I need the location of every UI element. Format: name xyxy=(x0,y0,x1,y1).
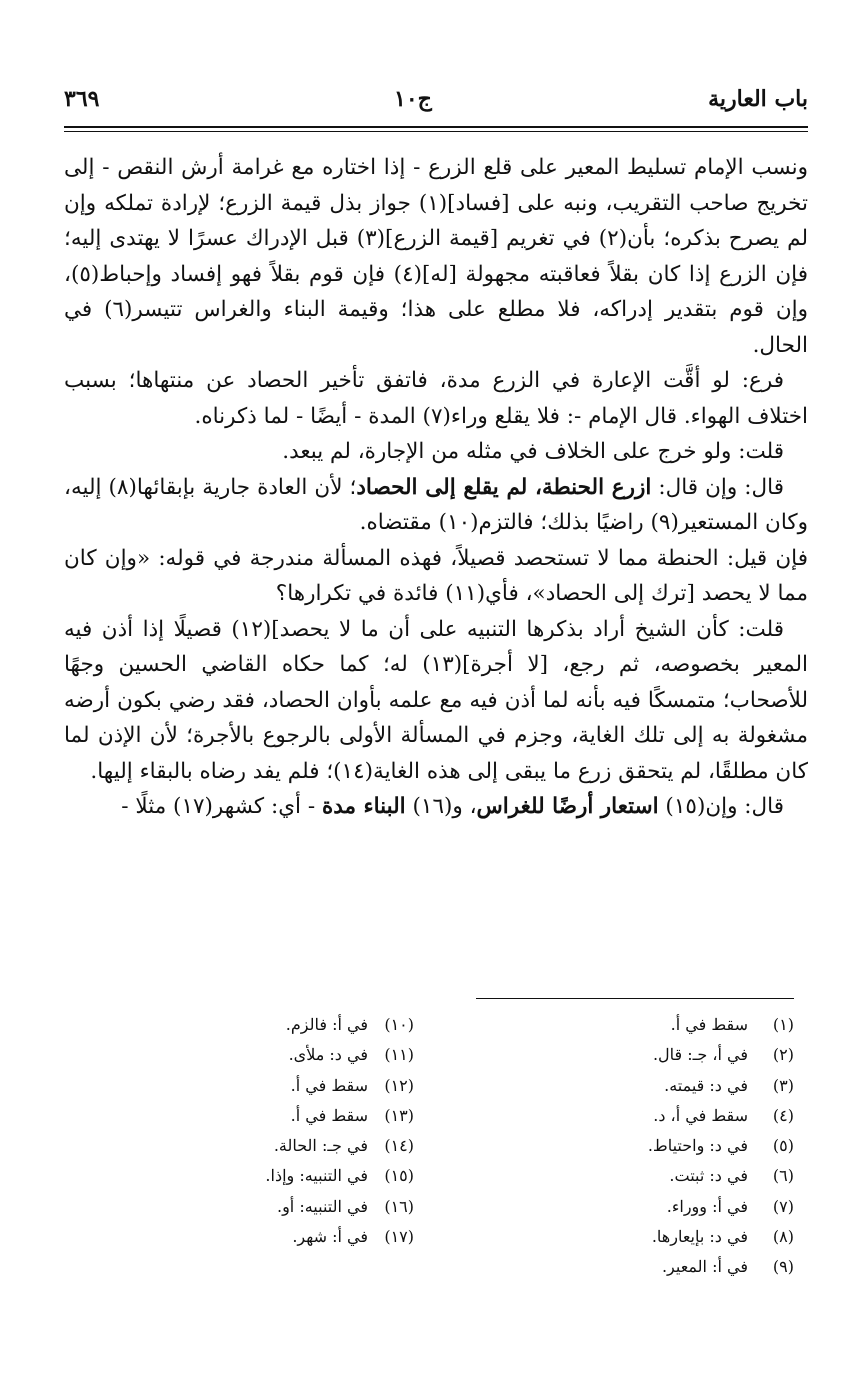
footnote-item xyxy=(494,1040,794,1070)
paragraph: فرع: لو أقَّت الإعارة في الزرع مدة، فاتفق تأخير الحصاد عن منتهاها؛ بسبب اختلاف الهواء. قال الإمام -: فلا يقلع وراء(٧) المدة - أيضًا - لما ذكرناه. xyxy=(64,368,808,429)
footnote-number: (٦) xyxy=(772,1166,794,1186)
footnote-separator xyxy=(476,998,794,999)
footnote-item xyxy=(114,1222,414,1252)
footnote-text: سقط في أ، د. xyxy=(653,1105,748,1125)
footnote-text: سقط في أ. xyxy=(290,1105,368,1125)
footnote-number: (١٣) xyxy=(384,1105,414,1125)
header-rule-thin xyxy=(64,131,808,132)
footnote-number: (٣) xyxy=(772,1075,794,1095)
footnote-text: في د: بإيعارها. xyxy=(651,1227,748,1247)
footnote-number: (١٦) xyxy=(384,1196,414,1216)
paragraph-lead: قال: وإن قال: xyxy=(651,474,784,500)
footnote-item xyxy=(494,1010,794,1040)
paragraph: ونسب الإمام تسليط المعير على قلع الزرع - إذا اختاره مع غرامة أرش النقص - إلى تخريج صاحب التقريب، ونبه على [فساد](١) جواز بذل قيمة الزرع؛ لإرادة تملكه وإن لم يصرح بذكره؛ بأن(٢) في تغريم [قيمة الزرع](٣) قبل الإدراك عسرًا لا يهتدى إليه؛ فإن الزرع إذا كان بقلاً فعاقبته مجهولة [له](٤) فإن قوم بقلاً فهو إفساد وإحباط(٥)، وإن قوم بتقدير إدراكه، فلا مطلع على هذا؛ وقيمة البناء والغراس تتيسر(٦) في الحال. xyxy=(64,155,808,358)
footnote-text: في أ: شهر. xyxy=(292,1227,368,1247)
footnote-number: (٤) xyxy=(772,1105,794,1125)
footnote-item xyxy=(114,1192,414,1222)
paragraph-mid: ، و(١٦) xyxy=(405,794,477,819)
volume-label: ج١٠ xyxy=(394,86,432,112)
footnotes-right-column xyxy=(494,1010,794,1283)
paragraph-lead: قال: وإن(١٥) xyxy=(658,794,784,819)
footnote-number: (١٧) xyxy=(384,1227,414,1247)
footnote-text: في د: قيمته. xyxy=(664,1075,748,1095)
footnote-item xyxy=(114,1161,414,1191)
paragraph xyxy=(64,789,808,825)
footnote-text: في أ، جـ: قال. xyxy=(652,1045,748,1065)
footnotes-left-column xyxy=(114,1010,414,1252)
paragraph-rest: - أي: كشهر(١٧) مثلًا - xyxy=(121,794,322,819)
running-header xyxy=(64,86,808,126)
footnote-text: سقط في أ. xyxy=(290,1075,368,1095)
chapter-title: باب العارية xyxy=(708,86,808,112)
footnote-text: في التنبيه: أو. xyxy=(276,1196,368,1216)
paragraph xyxy=(64,470,808,541)
footnote-item xyxy=(114,1010,414,1040)
footnote-number: (١٥) xyxy=(384,1166,414,1186)
footnote-item xyxy=(494,1161,794,1191)
footnote-item xyxy=(494,1252,794,1282)
footnote-number: (١١) xyxy=(384,1045,414,1065)
matn-quote: استعار أرضًا للغراس xyxy=(476,794,659,819)
footnote-item xyxy=(114,1040,414,1070)
footnote-number: (٢) xyxy=(772,1045,794,1065)
footnote-number: (١٤) xyxy=(384,1136,414,1156)
footnote-number: (١) xyxy=(772,1015,794,1034)
footnote-number: (٨) xyxy=(772,1227,794,1247)
footnote-item xyxy=(114,1131,414,1161)
footnote-number: (٧) xyxy=(772,1196,794,1216)
footnote-number: (٥) xyxy=(772,1136,794,1156)
matn-quote: البناء مدة xyxy=(321,794,406,819)
header-rule-thick xyxy=(64,126,808,128)
paragraph-rest: ؛ لأن العادة جارية بإبقائها(٨) إليه، وكان المستعير(٩) راضيًا بذلك؛ فالتزم(١٠) مقتضاه. xyxy=(64,474,808,535)
footnote-text: في د: واحتياط. xyxy=(647,1136,748,1156)
footnote-text: في د: ملأى. xyxy=(288,1045,368,1065)
footnote-item xyxy=(494,1222,794,1252)
footnote-number: (١٠) xyxy=(384,1015,414,1034)
footnote-text: في التنبيه: وإذا. xyxy=(265,1166,368,1186)
footnote-item xyxy=(114,1101,414,1131)
footnote-item xyxy=(494,1131,794,1161)
footnote-item xyxy=(494,1101,794,1131)
main-text xyxy=(64,150,808,825)
footnote-number: (٩) xyxy=(772,1257,794,1277)
footnote-text: سقط في أ. xyxy=(670,1015,748,1034)
footnote-number: (١٢) xyxy=(384,1075,414,1095)
footnote-item xyxy=(114,1071,414,1101)
paragraph: قلت: ولو خرج على الخلاف في مثله من الإجارة، لم يبعد. xyxy=(282,439,784,464)
matn-quote: ازرع الحنطة، لم يقلع إلى الحصاد xyxy=(356,474,652,500)
paragraph: قلت: كأن الشيخ أراد بذكرها التنبيه على أن ما لا يحصد](١٢) قصيلًا إذا أذن فيه المعير بخصوصه، ثم رجع، [لا أجرة](١٣) له؛ كما حكاه القاضي الحسين وجهًا للأصحاب؛ متمسكًا فيه بأنه لما أذن فيه مع علمه بأوان الحصاد، فقد رضي بكون أرضه مشغولة به إلى تلك الغاية، وجزم في المسألة الأولى بالرجوع بالأجرة؛ لأن الإذن لما كان مطلقًا، لم يتحقق زرع ما يبقى إلى هذه الغاية(١٤)؛ فلم يفد رضاه بالبقاء إليها. xyxy=(64,616,808,784)
footnote-text: في أ: ووراء. xyxy=(666,1196,748,1216)
page-number: ٣٦٩ xyxy=(64,86,100,112)
footnote-text: في جـ: الحالة. xyxy=(273,1136,368,1156)
footnote-text: في أ: فالزم. xyxy=(285,1015,368,1034)
footnote-item xyxy=(494,1071,794,1101)
footnote-text: في أ: المعير. xyxy=(661,1257,748,1277)
footnote-item xyxy=(494,1192,794,1222)
footnote-text: في د: ثبتت. xyxy=(669,1166,748,1186)
paragraph: فإن قيل: الحنطة مما لا تستحصد قصيلاً، فهذه المسألة مندرجة في قوله: «وإن كان مما لا يحصد [ترك إلى الحصاد»، فأي(١١) فائدة في تكرارها؟ xyxy=(64,545,808,606)
